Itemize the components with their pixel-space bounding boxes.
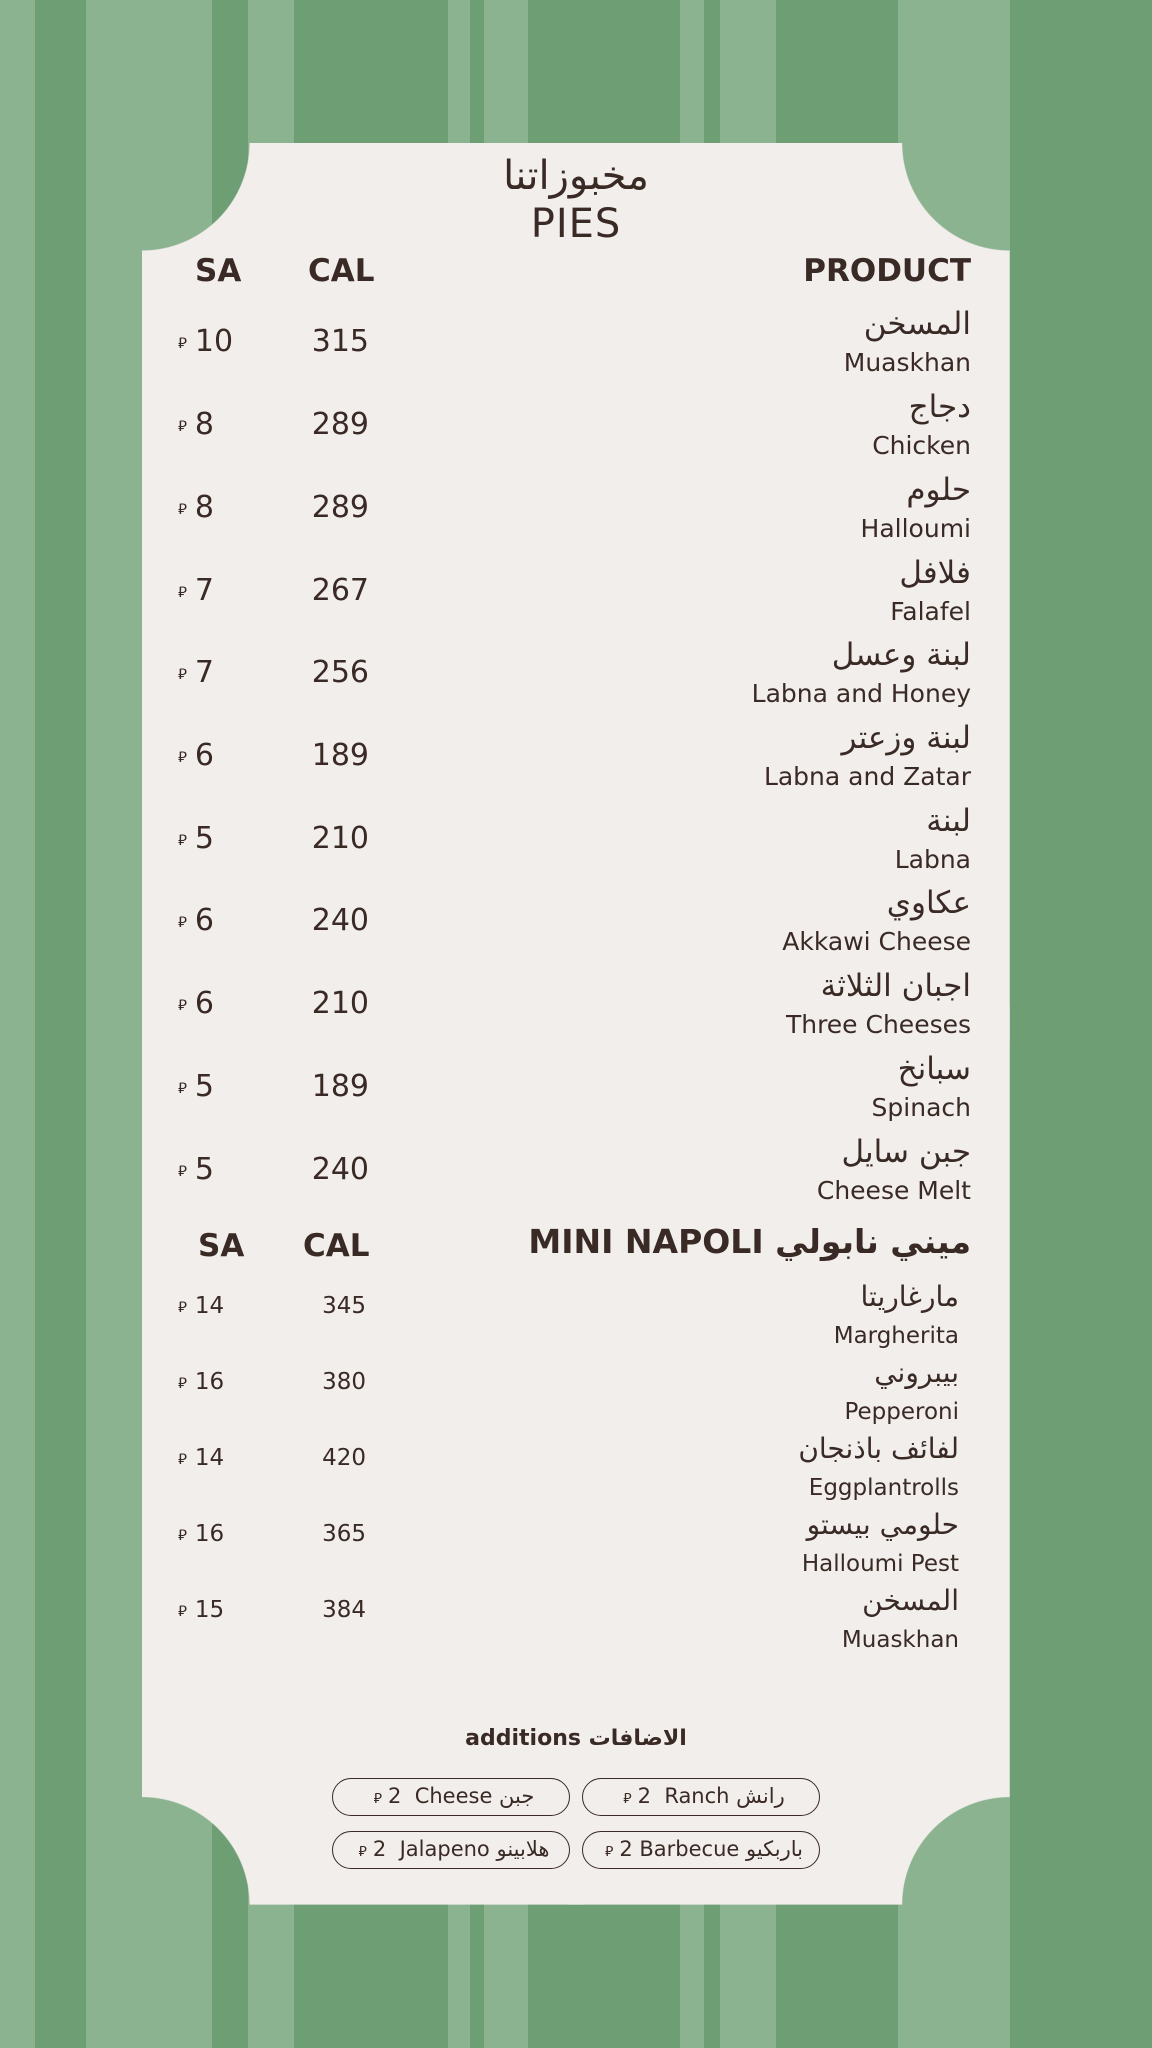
price [178, 573, 238, 610]
price [178, 1443, 238, 1474]
price-value: 5 [194, 821, 215, 856]
price-value: 6 [194, 903, 215, 938]
menu-item [0, 1048, 1152, 1128]
riyal-icon: ⃁ [373, 1791, 382, 1807]
menu-item [0, 1508, 1152, 1588]
item-name-arabic: بيبروني [874, 1356, 959, 1389]
price [178, 1152, 238, 1189]
addition-price: 2 [637, 1784, 651, 1808]
item-name-english: Eggplantrolls [808, 1475, 959, 1501]
menu-item [0, 469, 1152, 549]
price-value: 6 [194, 738, 215, 773]
item-name-arabic: المسخن [862, 1584, 959, 1617]
price-value: 5 [194, 1069, 215, 1104]
price [178, 1595, 238, 1626]
item-name-english: Halloumi [860, 514, 971, 543]
item-name-english: Labna and Honey [751, 679, 971, 708]
item-name-arabic: حلومي بيستو [806, 1508, 959, 1541]
price-value: 16 [194, 1521, 225, 1547]
calories: 289 [311, 407, 369, 442]
riyal-icon: ⃁ [178, 912, 187, 931]
menu-item [0, 882, 1152, 962]
calories: 267 [311, 573, 369, 608]
addition-ranch [582, 1778, 820, 1816]
item-name-english: Falafel [890, 597, 971, 626]
calories: 384 [322, 1597, 366, 1623]
item-name-english: Cheese Melt [816, 1176, 971, 1205]
menu-item [0, 1131, 1152, 1211]
menu-item [0, 1584, 1152, 1664]
item-name-english: Labna and Zatar [763, 762, 971, 791]
price [178, 1069, 238, 1106]
riyal-icon: ⃁ [178, 830, 187, 849]
item-name-arabic: جبن سايل [841, 1134, 971, 1170]
riyal-icon: ⃁ [178, 1373, 187, 1392]
riyal-icon: ⃁ [178, 416, 187, 435]
item-name-arabic: المسخن [863, 306, 971, 342]
price [178, 407, 238, 444]
price-value: 5 [194, 1152, 215, 1187]
price-value: 8 [194, 407, 215, 442]
menu-item [0, 303, 1152, 383]
riyal-icon: ⃁ [623, 1791, 632, 1807]
pies-header-sa: SA [195, 253, 242, 289]
item-name-arabic: فلافل [899, 555, 971, 591]
riyal-icon: ⃁ [358, 1844, 367, 1860]
item-name-arabic: سبانخ [897, 1051, 971, 1087]
menu-item [0, 552, 1152, 632]
menu-item [0, 717, 1152, 797]
calories: 380 [322, 1369, 366, 1395]
calories: 240 [311, 1152, 369, 1187]
calories: 189 [311, 1069, 369, 1104]
item-name-english: Halloumi Pest [801, 1551, 959, 1577]
price [178, 1519, 238, 1550]
calories: 365 [322, 1521, 366, 1547]
addition-label: Cheese جبن [414, 1784, 535, 1808]
item-name-arabic: لبنة وعسل [831, 637, 971, 673]
riyal-icon: ⃁ [178, 1297, 187, 1316]
item-name-arabic: لبنة وزعتر [841, 720, 971, 756]
item-name-english: Pepperoni [844, 1399, 959, 1425]
price-value: 15 [194, 1597, 225, 1623]
price-value: 14 [194, 1293, 225, 1319]
riyal-icon: ⃁ [178, 1525, 187, 1544]
napoli-section-title: MINI NAPOLI ميني نابولي [528, 1222, 971, 1261]
riyal-icon: ⃁ [178, 582, 187, 601]
item-name-arabic: مارغاريتا [860, 1280, 959, 1313]
item-name-english: Spinach [871, 1093, 971, 1122]
item-name-english: Akkawi Cheese [782, 927, 971, 956]
napoli-header-cal: CAL [303, 1228, 370, 1264]
riyal-icon: ⃁ [604, 1844, 614, 1860]
price [178, 490, 238, 527]
price [178, 821, 238, 858]
price [178, 655, 238, 692]
menu-title-english: PIES [530, 201, 622, 247]
riyal-icon: ⃁ [178, 1161, 187, 1180]
price-value: 16 [194, 1369, 225, 1395]
riyal-icon: ⃁ [178, 499, 187, 518]
addition-price: 2 [372, 1837, 387, 1861]
item-name-english: Muaskhan [843, 348, 971, 377]
addition-barbecue [582, 1831, 820, 1869]
calories: 240 [311, 903, 369, 938]
menu-item [0, 965, 1152, 1045]
item-name-english: Chicken [872, 431, 971, 460]
pies-header-cal: CAL [308, 253, 375, 289]
price-value: 14 [194, 1445, 225, 1471]
item-name-arabic: دجاج [908, 389, 971, 425]
price-value: 8 [194, 490, 215, 525]
menu-item [0, 800, 1152, 880]
menu-item [0, 1356, 1152, 1436]
calories: 420 [322, 1445, 366, 1471]
calories: 189 [311, 738, 369, 773]
price-value: 7 [194, 655, 215, 690]
item-name-arabic: اجبان الثلاثة [820, 968, 971, 1004]
menu-item [0, 1432, 1152, 1512]
item-name-english: Three Cheeses [785, 1010, 971, 1039]
item-name-arabic: لفائف باذنجان [798, 1432, 959, 1465]
addition-label: Jalapeno هلابينو [399, 1837, 550, 1861]
price [178, 986, 238, 1023]
price-value: 7 [194, 573, 215, 608]
calories: 256 [311, 655, 369, 690]
additions-title: additions الاضافات [465, 1726, 687, 1751]
riyal-icon: ⃁ [178, 995, 187, 1014]
menu-item [0, 386, 1152, 466]
calories: 289 [311, 490, 369, 525]
addition-price: 2 [387, 1784, 402, 1808]
riyal-icon: ⃁ [178, 1449, 187, 1468]
item-name-arabic: حلوم [906, 472, 971, 508]
item-name-arabic: لبنة [926, 803, 971, 839]
price-value: 6 [194, 986, 215, 1021]
addition-jalapeno [332, 1831, 570, 1869]
price [178, 1367, 238, 1398]
riyal-icon: ⃁ [178, 747, 187, 766]
calories: 315 [311, 324, 369, 359]
riyal-icon: ⃁ [178, 1601, 187, 1620]
menu-item [0, 1280, 1152, 1360]
price [178, 738, 238, 775]
addition-cheese [332, 1778, 570, 1816]
addition-label: Ranch رانش [664, 1784, 785, 1808]
price [178, 1291, 238, 1322]
napoli-header-sa: SA [198, 1228, 245, 1264]
item-name-english: Margherita [833, 1323, 959, 1349]
addition-price: 2 [619, 1837, 633, 1861]
item-name-arabic: عكاوي [886, 885, 971, 921]
item-name-english: Labna [894, 845, 971, 874]
price [178, 324, 238, 361]
riyal-icon: ⃁ [178, 1078, 187, 1097]
calories: 345 [322, 1293, 366, 1319]
menu-title-arabic: مخبوزاتنا [503, 153, 649, 199]
item-name-english: Muaskhan [841, 1627, 959, 1653]
riyal-icon: ⃁ [178, 664, 187, 683]
calories: 210 [311, 821, 369, 856]
riyal-icon: ⃁ [178, 333, 187, 352]
menu-item [0, 634, 1152, 714]
pies-header-product: PRODUCT [803, 253, 971, 289]
addition-label: Barbecue باربكيو [639, 1837, 804, 1861]
calories: 210 [311, 986, 369, 1021]
price-value: 10 [194, 324, 234, 359]
price [178, 903, 238, 940]
